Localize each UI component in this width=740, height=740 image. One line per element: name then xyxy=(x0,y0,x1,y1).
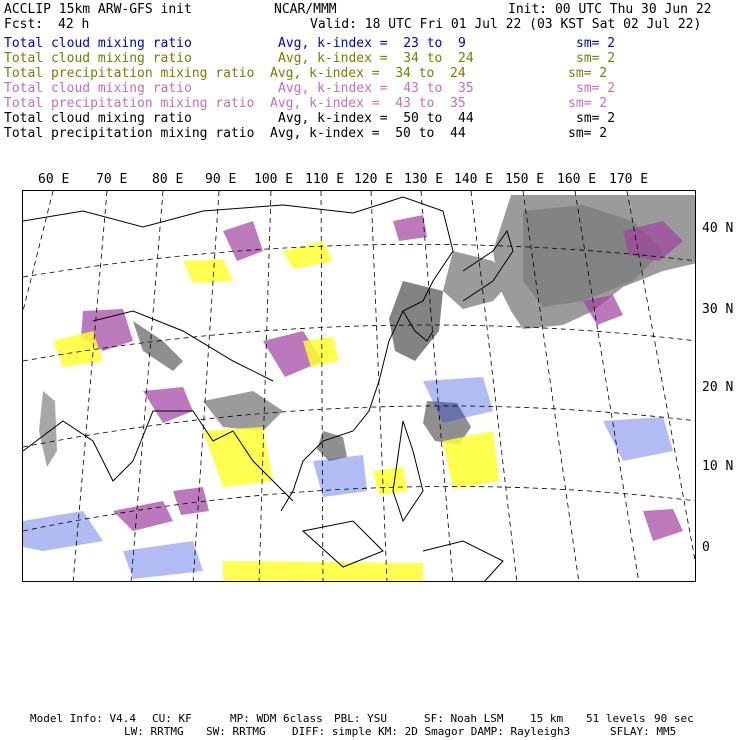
legend-field: Total precipitation mixing ratio xyxy=(4,96,255,111)
legend-sm: sm= 2 xyxy=(576,36,616,51)
legend-avg: Avg, k-index = 34 to 24 xyxy=(278,51,474,66)
lon-label: 110 E xyxy=(305,172,345,187)
lon-label: 140 E xyxy=(454,172,494,187)
legend-sm: sm= 2 xyxy=(576,111,616,126)
legend-field: Total cloud mixing ratio xyxy=(4,81,192,96)
timestep-info: 90 sec xyxy=(654,712,694,725)
legend-field: Total precipitation mixing ratio xyxy=(4,66,255,81)
sf-info: SF: Noah LSM xyxy=(424,712,504,725)
legend-sm: sm= 2 xyxy=(568,66,608,81)
pbl-info: PBL: YSU xyxy=(334,712,387,725)
blue-layer xyxy=(23,377,673,579)
legend-avg: Avg, k-index = 23 to 9 xyxy=(278,36,466,51)
resolution-info: 15 km xyxy=(530,712,564,725)
forecast-hours: 42 h xyxy=(58,17,90,32)
diff-info: DIFF: simple KM: 2D Smagor DAMP: Rayleigh3 xyxy=(292,725,571,738)
org-label: NCAR/MMM xyxy=(274,2,337,17)
lat-label: 0 xyxy=(702,540,710,555)
map-canvas xyxy=(23,191,696,582)
lon-label: 120 E xyxy=(354,172,394,187)
sflay-info: SFLAY: MM5 xyxy=(610,725,677,738)
legend-avg: Avg, k-index = 50 to 44 xyxy=(270,126,466,141)
legend-sm: sm= 2 xyxy=(568,126,608,141)
cu-info: CU: KF xyxy=(152,712,192,725)
lon-label: 170 E xyxy=(609,172,649,187)
lon-label: 80 E xyxy=(152,172,184,187)
levels-info: 51 levels xyxy=(586,712,646,725)
lat-label: 30 N xyxy=(702,302,734,317)
lon-label: 150 E xyxy=(505,172,545,187)
lon-label: 60 E xyxy=(38,172,70,187)
legend-avg: Avg, k-index = 43 to 35 xyxy=(270,96,466,111)
legend-avg: Avg, k-index = 34 to 24 xyxy=(270,66,466,81)
legend-sm: sm= 2 xyxy=(576,51,616,66)
legend-field: Total precipitation mixing ratio xyxy=(4,126,255,141)
legend-avg: Avg, k-index = 43 to 35 xyxy=(278,81,474,96)
lat-label: 20 N xyxy=(702,380,734,395)
lon-label: 90 E xyxy=(205,172,237,187)
lon-label: 100 E xyxy=(254,172,294,187)
lon-label: 70 E xyxy=(96,172,128,187)
plot-title: ACCLIP 15km ARW-GFS init xyxy=(4,2,192,17)
lon-label: 160 E xyxy=(557,172,597,187)
mp-info: MP: WDM 6class xyxy=(230,712,323,725)
sw-info: SW: RRTMG xyxy=(206,725,266,738)
init-time: Init: 00 UTC Thu 30 Jun 22 xyxy=(508,2,712,17)
legend-avg: Avg, k-index = 50 to 44 xyxy=(278,111,474,126)
legend-field: Total cloud mixing ratio xyxy=(4,51,192,66)
legend-field: Total cloud mixing ratio xyxy=(4,111,192,126)
lw-info: LW: RRTMG xyxy=(124,725,184,738)
lat-label: 10 N xyxy=(702,459,734,474)
forecast-label: Fcst: xyxy=(4,17,44,32)
lon-label: 130 E xyxy=(404,172,444,187)
legend-sm: sm= 2 xyxy=(568,96,608,111)
legend-sm: sm= 2 xyxy=(576,81,616,96)
valid-time: Valid: 18 UTC Fri 01 Jul 22 (03 KST Sat 02 Jul 22) xyxy=(310,17,702,32)
model-info: Model Info: V4.4 xyxy=(30,712,136,725)
lat-label: 40 N xyxy=(702,221,734,236)
legend-field: Total cloud mixing ratio xyxy=(4,36,192,51)
map-panel xyxy=(22,190,696,582)
